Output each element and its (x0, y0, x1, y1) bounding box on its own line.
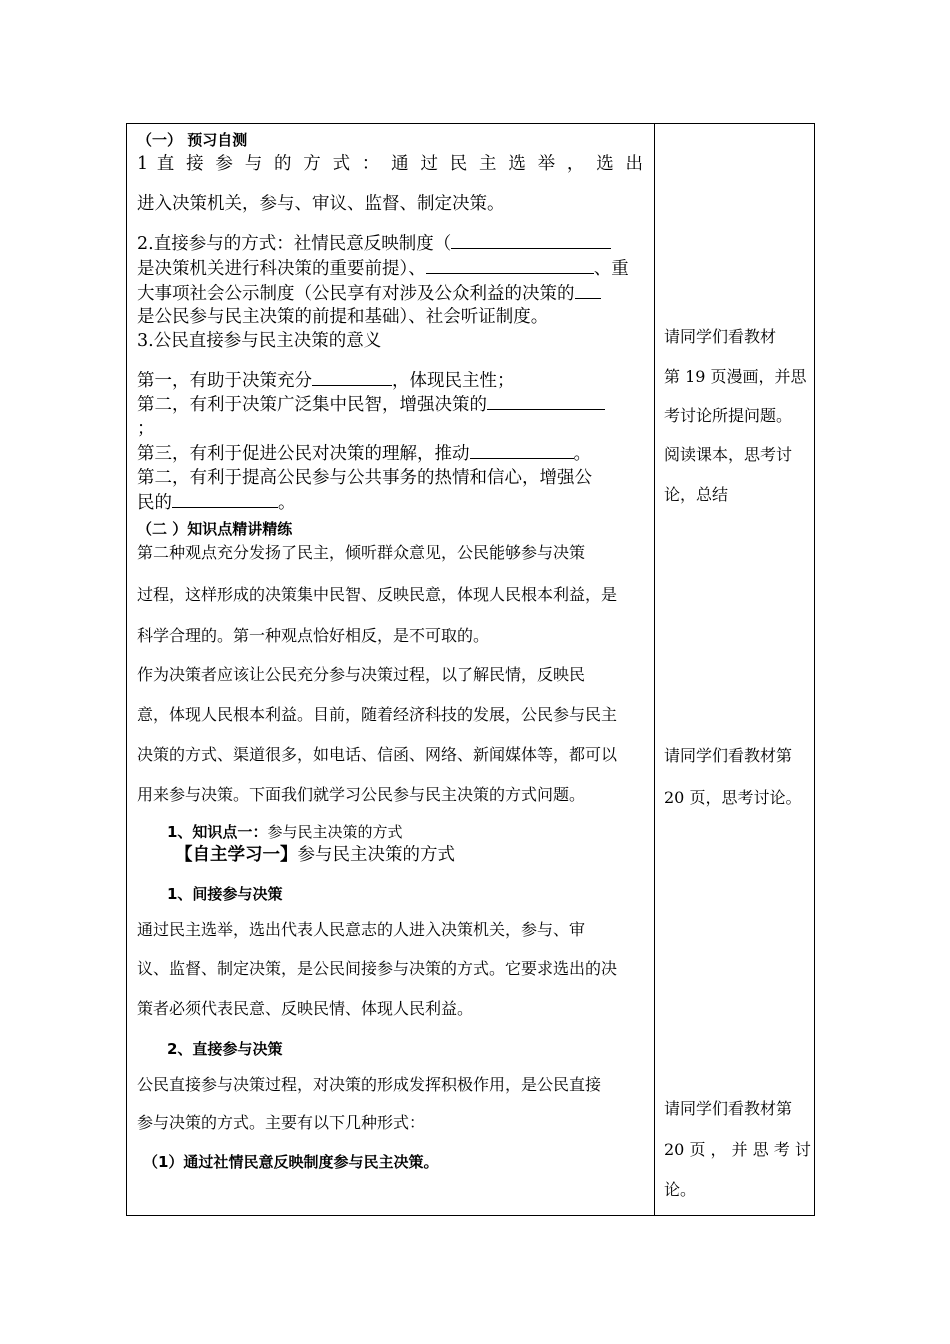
paragraph-line: 意，体现人民根本利益。目前，随着经济科技的发展，公民参与民主 (137, 705, 618, 724)
fill-blank[interactable] (487, 393, 605, 410)
form-1-heading: （1）通过社情民意反映制度参与民主决策。 (143, 1153, 439, 1171)
side-note-line: 第 19 页漫画，并思 (664, 367, 807, 386)
column-divider (654, 124, 655, 1215)
preview-line-12: 第二，有利于提高公民参与公共事务的热情和信心，增强公 (137, 468, 592, 488)
fill-blank[interactable] (575, 282, 601, 299)
paragraph-line: 过程，这样形成的决策集中民智、反映民意，体现人民根本利益，是 (137, 585, 618, 604)
paragraph-line: 议、监督、制定决策，是公民间接参与决策的方式。它要求选出的决 (137, 959, 618, 978)
side-note-line: 请同学们看教材第 (664, 746, 793, 765)
side-note-line: 论，总结 (664, 485, 729, 504)
paragraph-line: 第二种观点充分发扬了民主，倾听群众意见，公民能够参与决策 (137, 543, 586, 562)
fill-blank[interactable] (426, 257, 594, 274)
subheading-direct: 2、直接参与决策 (167, 1040, 283, 1058)
preview-line-10: ； (137, 419, 155, 439)
paragraph-line: 科学合理的。第一种观点恰好相反，是不可取的。 (137, 626, 490, 645)
fill-blank[interactable] (312, 369, 392, 386)
side-note-line: 请同学们看教材 (664, 327, 777, 346)
preview-line-7: 3.公民直接参与民主决策的意义 (137, 331, 382, 351)
self-study-1-title: 【自主学习一】参与民主决策的方式 (175, 845, 455, 865)
preview-line-3: 2.直接参与的方式：社情民意反映制度（ (137, 232, 611, 255)
preview-heading: （一） 预习自测 (137, 131, 248, 149)
fill-blank[interactable] (451, 232, 611, 249)
fill-blank[interactable] (470, 442, 574, 459)
paragraph-line: 决策的方式、渠道很多，如电话、信函、网络、新闻媒体等，都可以 (137, 745, 618, 764)
side-note-line: 20 页，思考讨论。 (664, 788, 802, 807)
preview-line-5: 大事项社会公示制度（公民享有对涉及公众利益的决策的 (137, 282, 601, 305)
preview-line-13: 民的 。 (137, 493, 296, 513)
preview-line-2: 进入决策机关，参与、审议、监督、制定决策。 (137, 194, 505, 214)
paragraph-line: 公民直接参与决策过程，对决策的形成发挥积极作用，是公民直接 (137, 1075, 602, 1094)
side-note-line: 考讨论所提问题。 (664, 406, 793, 425)
paragraph-line: 通过民主选举，选出代表人民意志的人进入决策机关，参与、审 (137, 920, 586, 939)
lesson-table (126, 123, 815, 1216)
preview-line-9: 第二，有利于决策广泛集中民智，增强决策的 (137, 393, 605, 416)
subheading-indirect: 1、间接参与决策 (167, 885, 283, 903)
knowledge-point-1: 1、知识点一：参与民主决策的方式 (167, 823, 403, 841)
side-note-line: 20 页 ， 并 思 考 讨 (664, 1140, 811, 1159)
preview-line-6: 是公民参与民主决策的前提和基础）、社会听证制度。 (137, 307, 549, 327)
side-note-line: 请同学们看教材第 (664, 1099, 793, 1118)
preview-line-11: 第三，有利于促进公民对决策的理解，推动 。 (137, 444, 591, 464)
knowledge-heading: （二 ）知识点精讲精练 (137, 520, 293, 538)
preview-line-4: 是决策机关进行科决策的重要前提）、 、重 (137, 259, 629, 279)
fill-blank[interactable] (172, 491, 278, 508)
paragraph-line: 策者必须代表民意、反映民情、体现人民利益。 (137, 999, 474, 1018)
preview-line-8: 第一，有助于决策充分 ，体现民主性； (137, 371, 515, 391)
paragraph-line: 作为决策者应该让公民充分参与决策过程，以了解民情，反映民 (137, 665, 586, 684)
paragraph-line: 用来参与决策。下面我们就学习公民参与民主决策的方式问题。 (137, 785, 586, 804)
side-note-line: 阅读课本，思考讨 (664, 445, 793, 464)
side-note-line: 论。 (664, 1180, 697, 1199)
preview-line-1: 1 直 接 参 与 的 方 式 ： 通 过 民 主 选 举 ， 选 出 (137, 154, 643, 174)
paragraph-line: 参与决策的方式。主要有以下几种形式： (137, 1113, 426, 1132)
